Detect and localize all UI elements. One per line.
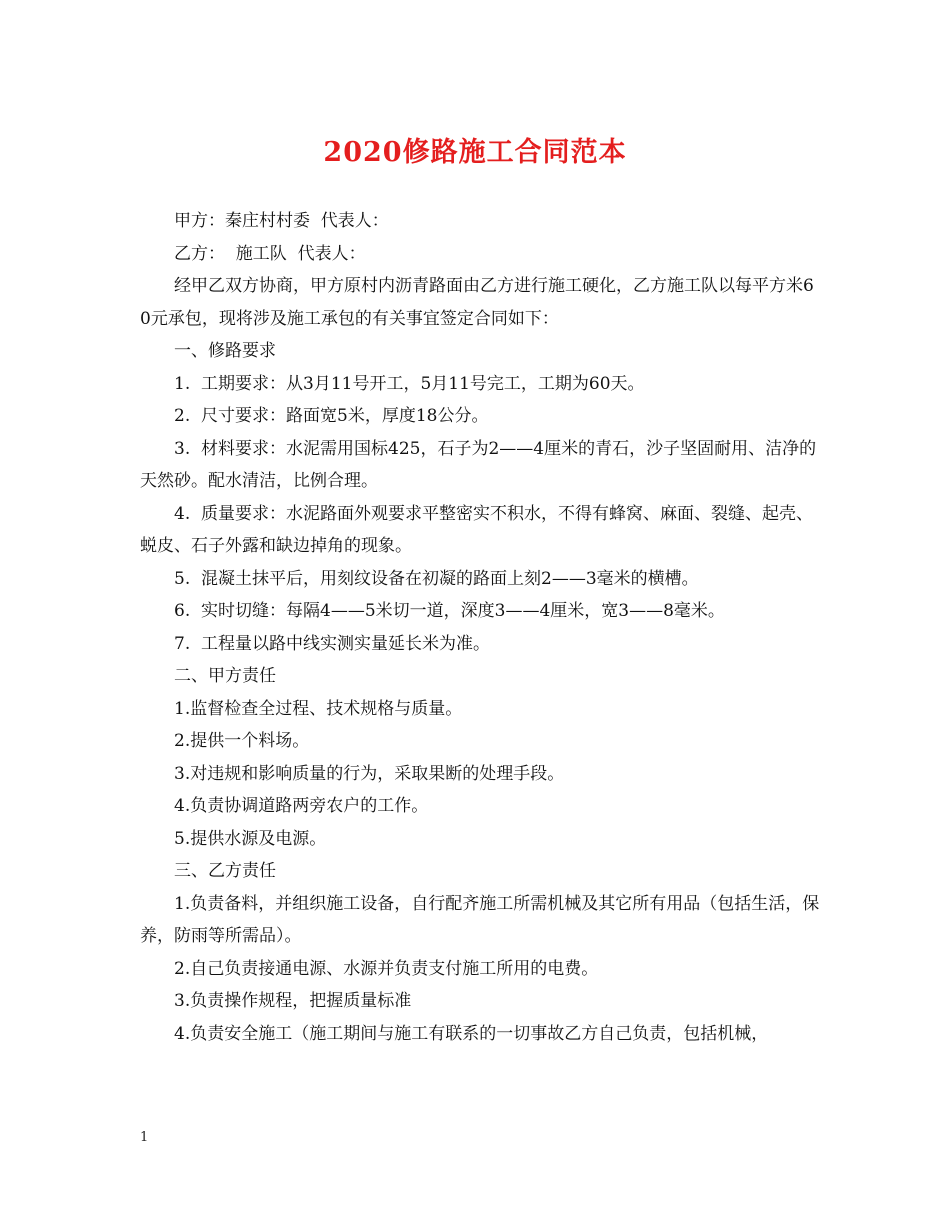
clause-3-1: 1.负责备料，并组织施工设备，自行配齐施工所需机械及其它所有用品（包括生活，保养，防雨等所需品）。 bbox=[140, 893, 820, 946]
clause-2-1: 1.监督检查全过程、技术规格与质量。 bbox=[174, 698, 463, 719]
clause-2-4: 4.负责协调道路两旁农户的工作。 bbox=[174, 796, 429, 816]
party-b-line: 乙方： 施工队 代表人： bbox=[174, 243, 366, 264]
clause-1-6: 6. 实时切缝：每隔4——5米切一道，深度3——4厘米，宽3——8毫米。 bbox=[174, 601, 725, 621]
clause-2-3: 3.对违规和影响质量的行为，采取果断的处理手段。 bbox=[174, 763, 565, 784]
party-a-line: 甲方：秦庄村村委 代表人： bbox=[174, 211, 389, 231]
clause-3-2: 2.自己负责接通电源、水源并负责支付施工所用的电费。 bbox=[174, 958, 599, 979]
clause-2-2: 2.提供一个料场。 bbox=[174, 731, 310, 751]
document-body bbox=[140, 205, 820, 1050]
clause-1-7: 7. 工程量以路中线实测实量延长米为准。 bbox=[174, 633, 491, 654]
page-number: 1 bbox=[140, 1130, 149, 1145]
clause-1-2: 2. 尺寸要求：路面宽5米，厚度18公分。 bbox=[174, 406, 489, 426]
clause-1-4: 4. 质量要求：水泥路面外观要求平整密实不积水，不得有蜂窝、麻面、裂缝、起壳、蜕皮、石子外露和缺边掉角的现象。 bbox=[140, 503, 814, 556]
clause-1-1: 1. 工期要求：从3月11号开工，5月11号完工，工期为60天。 bbox=[174, 373, 645, 394]
clause-3-4: 4.负责安全施工（施工期间与施工有联系的一切事故乙方自己负责，包括机械， bbox=[174, 1023, 769, 1044]
section-heading-party-b: 三、乙方责任 bbox=[174, 861, 276, 881]
intro-paragraph: 经甲乙双方协商，甲方原村内沥青路面由乙方进行施工硬化，乙方施工队以每平方米60元承包，现将涉及施工承包的有关事宜签定合同如下： bbox=[140, 276, 814, 329]
section-heading-road-requirements: 一、修路要求 bbox=[174, 341, 276, 361]
clause-1-3: 3. 材料要求：水泥需用国标425，石子为2——4厘米的青石，沙子坚固耐用、洁净的天然砂。配水清洁，比例合理。 bbox=[140, 438, 817, 491]
section-heading-party-a: 二、甲方责任 bbox=[174, 666, 276, 686]
clause-2-5: 5.提供水源及电源。 bbox=[174, 828, 327, 849]
document-title: 2020修路施工合同范本 bbox=[323, 137, 627, 168]
clause-3-3: 3.负责操作规程，把握质量标准 bbox=[174, 991, 412, 1011]
clause-1-5: 5. 混凝土抹平后，用刻纹设备在初凝的路面上刻2——3毫米的横槽。 bbox=[174, 568, 699, 589]
